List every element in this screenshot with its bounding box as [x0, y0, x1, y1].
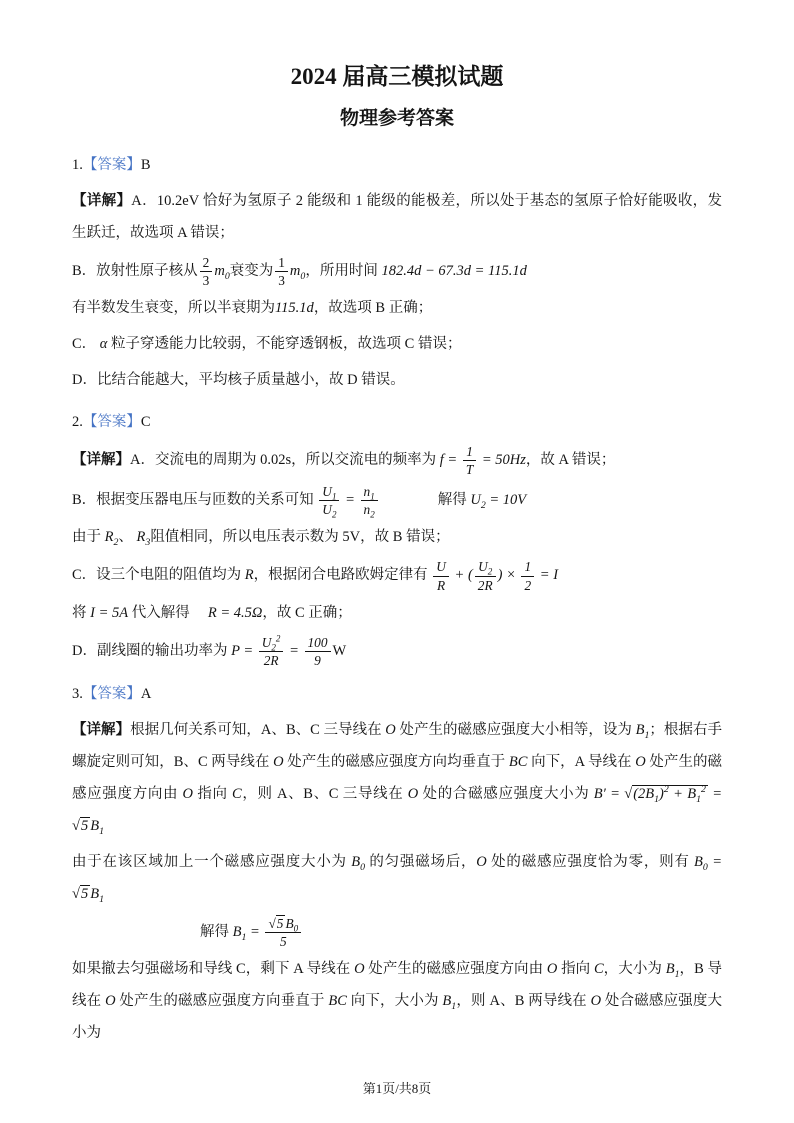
math-expression: $B_1$ [635, 722, 650, 742]
math-expression: $B_1$ [665, 961, 680, 981]
fraction-numerator: $U_2^2$ [259, 634, 284, 652]
subscript: 1 [370, 491, 375, 502]
answer-value: B [140, 157, 151, 173]
math-expression: BC [328, 993, 347, 1010]
fraction-numerator: $U_2$ [475, 558, 496, 576]
math-expression: O [182, 786, 194, 803]
radicand: 5 [80, 885, 89, 902]
math-expression: R [244, 567, 254, 584]
page-subtitle: 物理参考答案 [339, 108, 454, 129]
fraction [361, 483, 378, 519]
math-expression: O [354, 961, 365, 978]
radicand: $(2B_1)^2 + B_1^2$ [633, 784, 706, 806]
paragraph: D．比结合能越大，平均核子质量越小，故 D 错误。 [72, 372, 405, 389]
subscript: 1 [331, 491, 337, 502]
fraction-denominator: 2 [524, 577, 532, 593]
fraction [319, 483, 339, 519]
paragraph: 解得 $B_1$ = $\frac{√5 B_0}{5}$ [72, 915, 722, 951]
fraction [463, 443, 476, 479]
math-expression: O [407, 786, 419, 803]
fraction-numerator: √5 $B_0$ [265, 915, 301, 933]
fraction-denominator: 2R [263, 653, 279, 669]
fraction [265, 915, 301, 951]
subscript: 1 [451, 1001, 457, 1013]
subscript: 2 [480, 499, 486, 511]
subscript: 0 [224, 270, 230, 282]
math-expression: 182.4d − 67.3d = 115.1d [381, 262, 527, 279]
math-expression: O [635, 754, 646, 771]
answer-number: 2. [72, 414, 83, 431]
subscript: 1 [99, 825, 104, 837]
math-expression: O [476, 853, 487, 870]
math-expression: $B' = √(2B_1)^2 + B_1^2 = √5$ $B_1$ [72, 784, 722, 837]
square-root [268, 915, 285, 931]
page-footer: 第1页/共8页 [362, 1081, 432, 1096]
paragraph: 如果撤去匀强磁场和导线 C，剩下 A 导线在 O 处产生的磁感应强度方向由 O 指向 C，大小为 $B_1$，B 导线在 O 处产生的磁感应强度方向垂直于 BC 向下，大小为 $B_1$，则 A、B 两导线在 O 处合磁感应强度大小为 [72, 961, 723, 1042]
answer-line [72, 150, 722, 182]
superscript: 2 [663, 784, 669, 796]
fraction-denominator: 9 [314, 653, 321, 669]
paragraph: 将 I = 5A 代入解得 R = 4.5Ω，故 C 正确； [72, 604, 352, 621]
document-body [72, 150, 722, 1050]
subscript: 1 [99, 893, 104, 905]
answer-label: 【答案】 [82, 414, 141, 431]
answer-value: C [140, 414, 151, 431]
fraction-numerator: 1 [521, 558, 534, 576]
square-root [624, 784, 708, 806]
radical-sign: √ [624, 786, 633, 803]
math-expression: BC [508, 754, 528, 771]
fraction-numerator: U [433, 558, 449, 576]
square-root [72, 817, 90, 834]
paragraph: 有半数发生衰变，所以半衰期为115.1d，故选项 B 正确； [72, 300, 433, 317]
subscript: 1 [696, 794, 701, 806]
paragraph: 由于 $R_2$、 $R_3$阻值相同，所以电压表示数为 5V，故 B 错误； [72, 529, 450, 549]
math-expression: $B_0 = √5$ $B_1$ [72, 853, 723, 905]
bold-text: 【详解】 [72, 722, 131, 739]
fraction-denominator: 3 [278, 273, 285, 289]
math-expression: $m_0$ [289, 262, 306, 282]
subscript: 2 [487, 566, 493, 577]
math-expression: f = $\frac{1}{T}$ = 50Hz [439, 443, 526, 478]
paragraph: B．放射性原子核从 $\frac{2}{3}$ $m_0$衰变为 $\frac{1}{3}$ $m_0$，所用时间 182.4d − 67.3d = 115.1d [72, 254, 527, 289]
math-expression: R = 4.5Ω [207, 604, 263, 621]
bold-text: 【详解】 [72, 452, 130, 469]
fraction-denominator: 2R [477, 577, 493, 593]
fraction [305, 634, 331, 670]
math-expression: O [273, 754, 284, 771]
fraction-denominator: R [437, 577, 446, 593]
square-root [72, 885, 90, 902]
subscript: 0 [300, 270, 306, 282]
paragraph: 【详解】A．10.2eV 恰好为氢原子 2 能级和 1 能级的能极差，所以处于基态的氢原子恰好能吸收，发生跃迁，故选项 A 错误； [72, 192, 722, 241]
math-expression: C [231, 786, 242, 803]
radicand: 5 [80, 818, 89, 835]
radical-sign: √ [268, 915, 276, 931]
superscript: 2 [700, 784, 706, 796]
fraction-numerator: $n_1$ [361, 483, 378, 501]
radical-sign: √ [72, 885, 80, 902]
subscript: 1 [654, 794, 660, 806]
math-expression: $R_2$ [104, 529, 119, 549]
paragraph: 【详解】根据几何关系可知，A、B、C 三导线在 O 处产生的磁感应强度大小相等，设为 $B_1$；根据右手螺旋定则可知，B、C 两导线在 O 处产生的磁感应强度方向均垂直于 BC 向下，A 导线在 O 处产生的磁感应强度方向由 O 指向 C，则 A、B、C 三导线在 O 处的合磁感应强度大小为 $B' = √(2B_1)^2 + B_1^2 = √5$ $B_1$ [72, 722, 723, 837]
math-expression: $\frac{U}{R}$ + ( $\frac{U_2}{2R}$ ) × $\frac{1}{2}$ = I [431, 567, 558, 583]
fraction [200, 254, 213, 290]
subscript: 0 [293, 923, 299, 934]
math-expression: $B_0$ [351, 853, 365, 873]
answer-number: 3. [72, 686, 83, 703]
paragraph: C． α 粒子穿透能力比较弱，不能穿透钢板，故选项 C 错误； [72, 336, 462, 353]
math-expression: C [593, 961, 604, 978]
fraction-denominator: 3 [202, 273, 210, 289]
paragraph: D．副线圈的输出功率为 P = $\frac{U_2^2}{2R}$ = $\frac{100}{9}$ W [72, 633, 347, 669]
math-expression: P = $\frac{U_2^2}{2R}$ = $\frac{100}{9}$ [231, 643, 332, 659]
fraction-denominator: $n_2$ [363, 501, 375, 520]
math-expression: O [546, 961, 558, 978]
fraction [275, 254, 288, 290]
subscript: 2 [331, 509, 337, 520]
fraction-numerator: 100 [305, 634, 331, 652]
subscript: 1 [674, 969, 680, 981]
radicand: 5 [276, 915, 284, 931]
subscript: 2 [113, 537, 119, 549]
math-expression: $\frac{U_1}{U_2}$ = $\frac{n_1}{n_2}$ [317, 492, 379, 508]
math-expression: O [105, 993, 116, 1010]
fraction [433, 558, 449, 594]
fraction-denominator: 5 [279, 934, 287, 950]
page-title: 2024 届高三模拟试题 [290, 64, 504, 89]
fraction [521, 558, 534, 594]
answer-label: 【答案】 [82, 686, 141, 703]
radical-sign: √ [72, 818, 80, 835]
subscript: 3 [145, 537, 151, 549]
paragraph: B．根据变压器电压与匝数的关系可知 $\frac{U_1}{U_2}$ = $\frac{n_1}{n_2}$ 解得 $U_2 = 10V$ [72, 483, 527, 520]
bold-text: 【详解】 [72, 192, 132, 209]
math-expression: O [590, 993, 602, 1010]
math-expression: $B_1$ = $\frac{√5 B_0}{5}$ [233, 924, 304, 940]
fraction [259, 634, 284, 670]
paragraph: 由于在该区域加上一个磁感应强度大小为 $B_0$ 的匀强磁场后，O 处的磁感应强度恰为零，则有 $B_0 = √5$ $B_1$ [72, 853, 723, 905]
subscript: 1 [241, 931, 247, 943]
fraction-denominator: $U_2$ [322, 501, 337, 520]
answer-number: 1. [72, 157, 83, 173]
fraction-numerator: 1 [275, 254, 288, 272]
answer-line [72, 679, 722, 711]
math-expression: $m_0$ [214, 262, 230, 282]
paragraph: 【详解】A．交流电的周期为 0.02s，所以交流电的频率为 f = $\frac{1}{T}$ = 50Hz，故 A 错误； [72, 443, 616, 478]
answer-label: 【答案】 [82, 157, 141, 173]
subscript: 2 [370, 509, 375, 520]
fraction-denominator: T [465, 462, 474, 478]
fraction-numerator: 2 [200, 254, 213, 272]
answer-value: A [140, 686, 152, 703]
math-expression: α [99, 336, 108, 353]
fraction-numerator: $U_1$ [319, 483, 339, 501]
math-expression: $U_2 = 10V$ [470, 491, 527, 511]
fraction-numerator: 1 [463, 443, 476, 461]
math-expression: 115.1d [275, 300, 314, 317]
subscript: 0 [702, 861, 708, 873]
paragraph: C．设三个电阻的阻值均为 R，根据闭合电路欧姆定律有 $\frac{U}{R}$ + ( $\frac{U_2}{2R}$ ) × $\frac{1}{2}$ = I [72, 559, 559, 593]
math-expression: I = 5A [90, 604, 129, 621]
subscript: 0 [360, 861, 365, 873]
math-expression: O [385, 722, 396, 739]
superscript: 2 [275, 633, 281, 644]
math-expression: $B_1$ [442, 993, 457, 1013]
subscript: 2 [271, 642, 276, 653]
subscript: 1 [644, 730, 650, 742]
math-expression: $R_3$ [136, 529, 151, 549]
fraction [475, 558, 496, 594]
answer-line [72, 407, 722, 439]
